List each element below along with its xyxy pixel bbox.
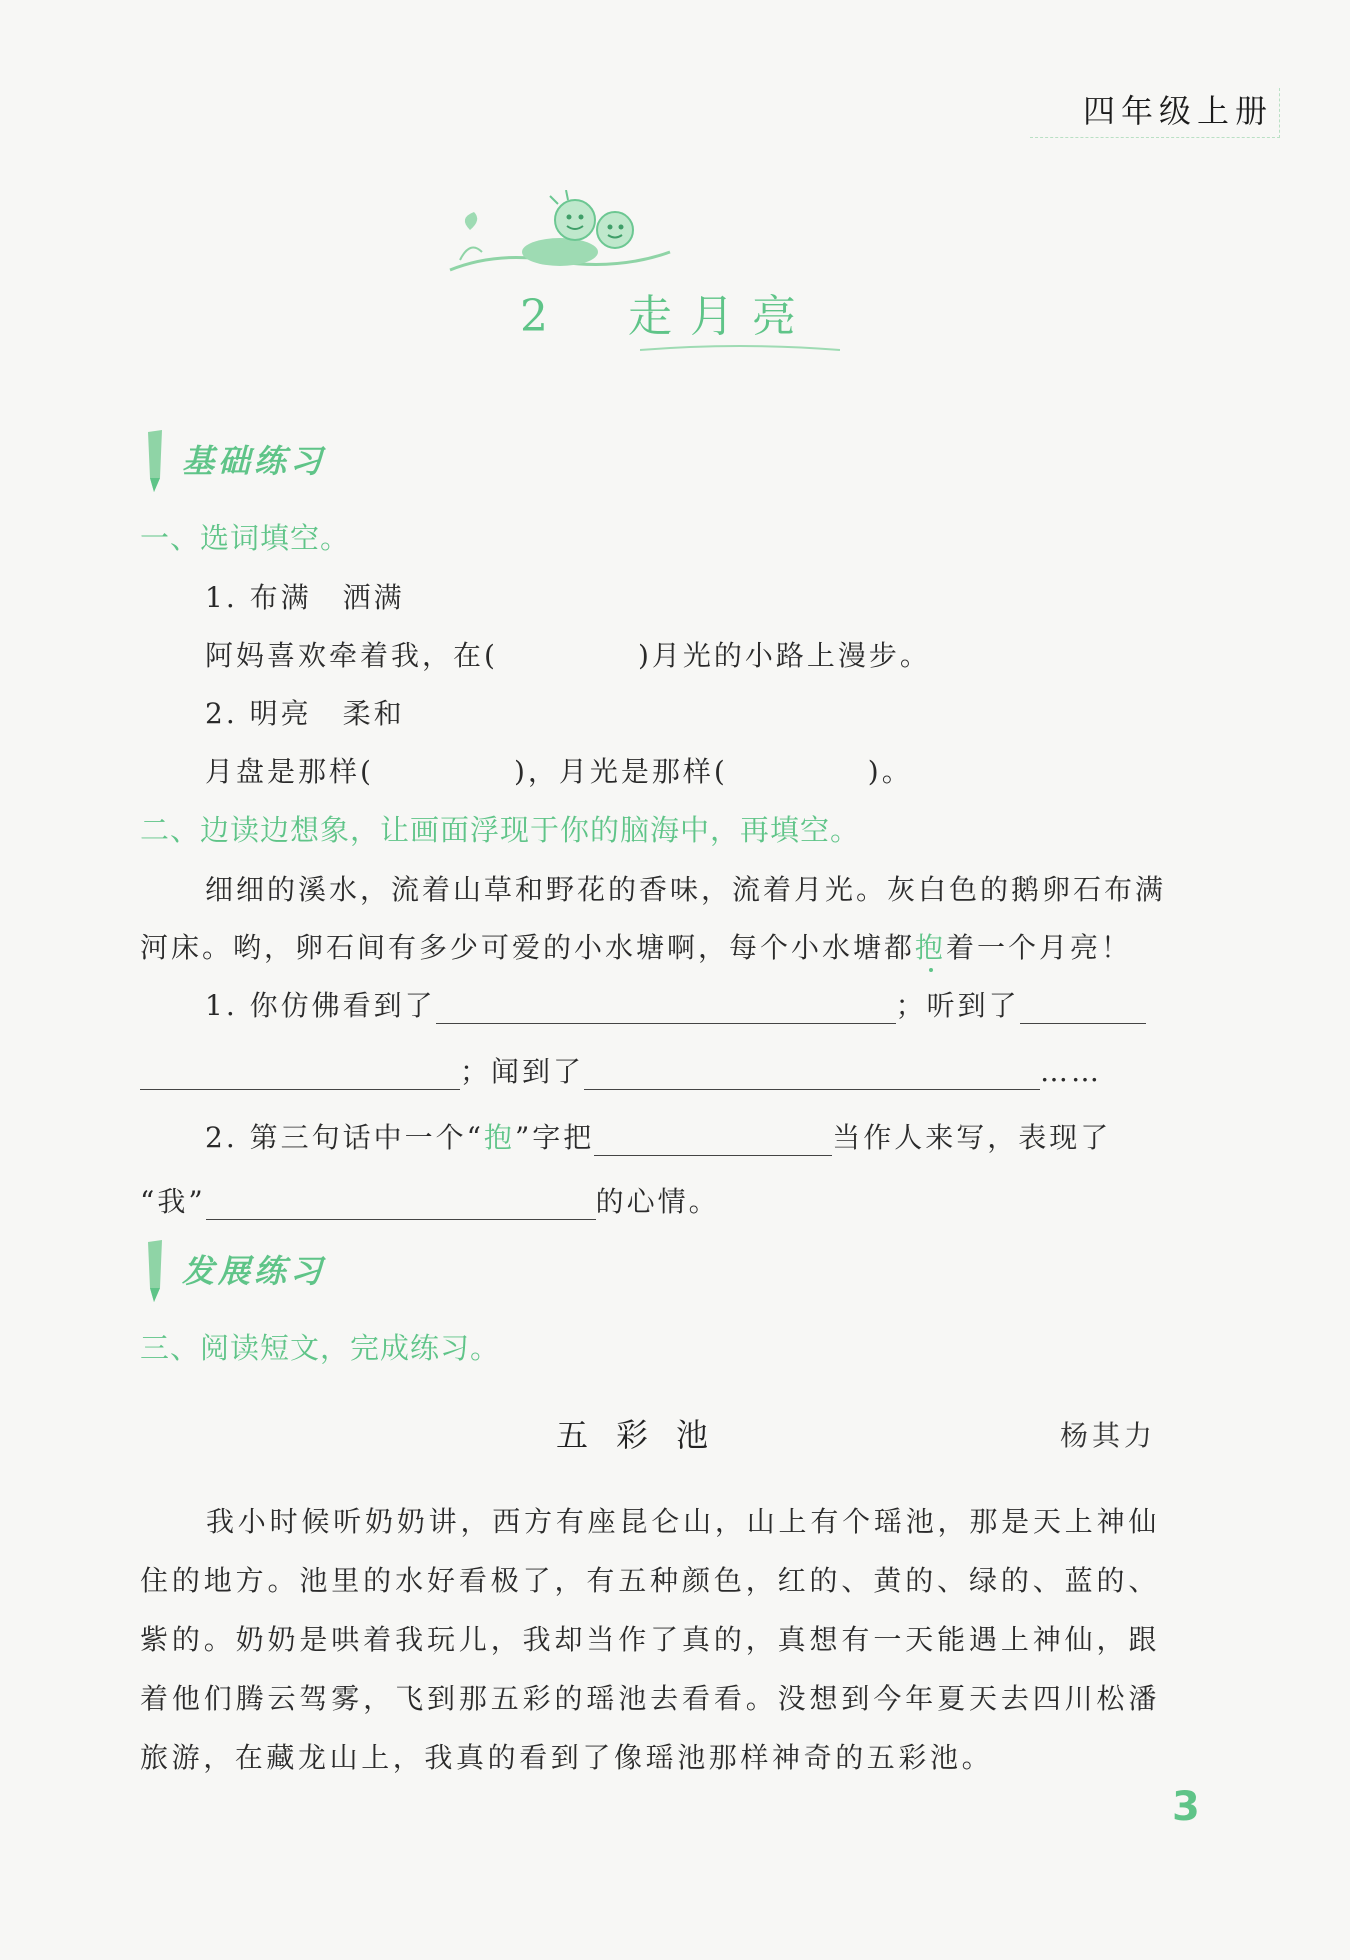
lesson-number: 2 bbox=[520, 291, 566, 342]
children-illustration-icon bbox=[440, 190, 680, 290]
question-2-heading: 二、边读边想象，让画面浮现于你的脑海中，再填空。 bbox=[140, 813, 861, 847]
q1-item1-words: 1. 布满 洒满 bbox=[205, 581, 405, 614]
pencil-icon bbox=[140, 1238, 170, 1306]
answer-line[interactable] bbox=[140, 1059, 460, 1090]
section-title: 基础练习 bbox=[182, 442, 327, 480]
story-author: 杨其力 bbox=[1060, 1419, 1157, 1452]
story-paragraph: 我小时候听奶奶讲，西方有座昆仑山，山上有个瑶池，那是天上神仙住的地方。池里的水好看极了，有五种颜色，红的、黄的、绿的、蓝的、紫的。奶奶是哄着我玩儿，我却当作了真的，真想有一天能遇上神仙，跟着他们腾云驾雾，飞到那五彩的瑶池去看看。没想到今年夏天去四川松潘旅游，在藏龙山上，我真的看到了像瑶池那样神奇的五彩池。 bbox=[140, 1505, 1160, 1774]
story-title: 五彩池 bbox=[556, 1416, 737, 1454]
section-title: 发展练习 bbox=[182, 1252, 327, 1290]
q2-passage-line2: 河床。哟，卵石间有多少可爱的小水塘啊，每个小水塘都抱着一个月亮！ bbox=[140, 931, 1133, 964]
lesson-title bbox=[520, 280, 814, 344]
answer-line[interactable] bbox=[594, 1125, 832, 1156]
title-underline bbox=[640, 340, 840, 360]
q2-item1-line2: ；闻到了 …… bbox=[140, 1050, 1102, 1090]
q2-item1-line1: 1. 你仿佛看到了 ；听到了 bbox=[205, 984, 1146, 1024]
question-1-heading: 一、选词填空。 bbox=[140, 521, 351, 555]
highlight-word: 抱 bbox=[915, 931, 947, 964]
q2-item2-line2: “我” 的心情。 bbox=[140, 1185, 720, 1218]
answer-line[interactable] bbox=[436, 993, 896, 1024]
answer-line[interactable] bbox=[206, 1189, 596, 1220]
question-3-heading: 三、阅读短文，完成练习。 bbox=[140, 1331, 501, 1365]
q1-item2-words: 2. 明亮 柔和 bbox=[205, 697, 405, 730]
q2-passage-line1: 细细的溪水，流着山草和野花的香味，流着月光。灰白色的鹅卵石布满 bbox=[205, 873, 1167, 906]
grade-label: 四年级上册 bbox=[1030, 88, 1280, 138]
pencil-icon bbox=[140, 428, 170, 496]
answer-line[interactable] bbox=[584, 1059, 1040, 1090]
page-number: 3 bbox=[1172, 1784, 1200, 1830]
q1-item2-sentence: 月盘是那样( )，月光是那样( )。 bbox=[205, 755, 913, 788]
q1-item1-sentence: 阿妈喜欢牵着我，在( )月光的小路上漫步。 bbox=[205, 639, 931, 672]
highlight-word: 抱 bbox=[483, 1121, 515, 1154]
q2-item2-line1: 2. 第三句话中一个“抱”字把 当作人来写，表现了 bbox=[205, 1121, 1112, 1154]
lesson-name: 走月亮 bbox=[628, 291, 814, 342]
answer-line[interactable] bbox=[1020, 993, 1146, 1024]
